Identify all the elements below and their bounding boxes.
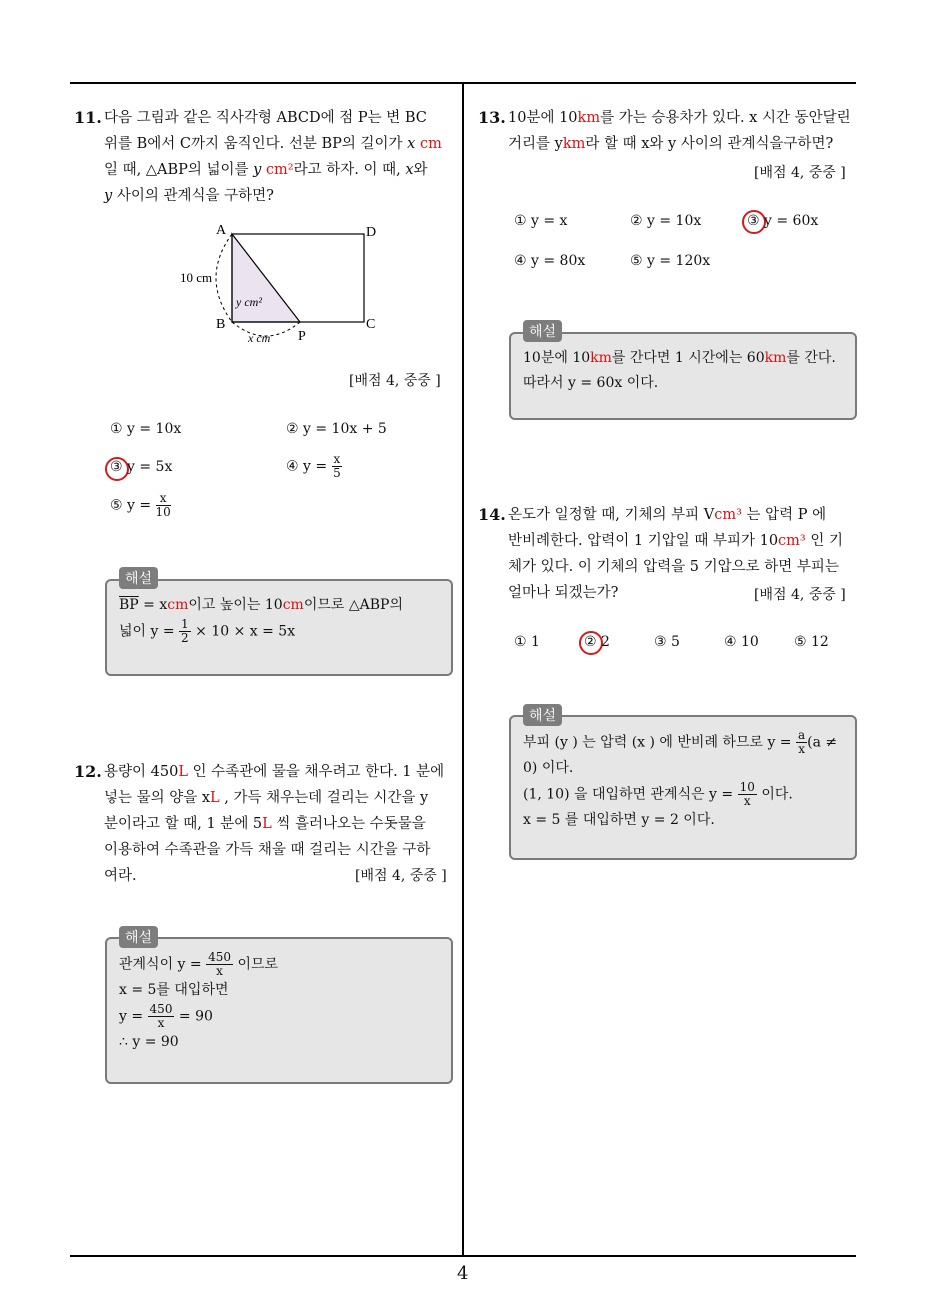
question-13-text: 10분에 10km를 가는 승용차가 있다. x 시간 동안달린 거리를 ykm라 할 때 x와 y 사이의 관계식을구하면?	[508, 110, 851, 152]
q11-choice-3[interactable]: ③ y = 5x	[110, 459, 173, 475]
column-divider	[462, 83, 464, 1255]
label-c: C	[366, 317, 376, 332]
question-12-number: 12.	[74, 762, 102, 781]
question-14-meta: [배점 4, 중중 ]	[754, 587, 846, 603]
q13-choice-2[interactable]: ② y = 10x	[630, 213, 702, 229]
question-11-text: 다음 그림과 같은 직사각형 ABCD에 점 P는 변 BC 위를 B에서 C까지 움직인다. 선분 BP의 길이가 x cm 일 때, △ABP의 넓이를 y cm²라고 하자. 이 때, x와 y 사이의 관계식을 구하면?	[104, 110, 442, 204]
q11-solution-box: $\overline{BP}$ = xcm이고 높이는 10cm이므로 △ABP의 넓이 y = $\frac{1}{2}$ × 10 × x = 5x	[105, 579, 453, 676]
q11-choice-1[interactable]: ① y = 10x	[110, 421, 182, 437]
q14-choice-4[interactable]: ④ 10	[724, 634, 759, 650]
bottom-label: x cm	[248, 331, 271, 345]
q13-choice-4[interactable]: ④ y = 80x	[514, 253, 586, 269]
q13-choice-5[interactable]: ⑤ y = 120x	[630, 253, 711, 269]
question-11-number: 11.	[74, 108, 102, 127]
label-b: B	[216, 317, 226, 332]
question-12-text: 용량이 450L 인 수족관에 물을 채우려고 한다. 1 분에 넣는 물의 양을 xL , 가득 채우는데 걸리는 시간을 y 분이라고 할 때, 1 분에 5L 씩 흘러나오는 수돗물을 이용하여 수족관을 가득 채울 때 걸리는 시간을 구하 여라.	[104, 764, 445, 884]
q13-solution-box: 10분에 10km를 간다면 1 시간에는 60km를 간다. 따라서 y = 60x 이다.	[509, 332, 857, 420]
q11-choice-4[interactable]: ④ y = $\frac{x}{5}$	[286, 452, 341, 480]
q14-choice-2[interactable]: ② 2	[584, 634, 610, 650]
side-label: 10 cm	[180, 270, 213, 285]
question-14-number: 14.	[478, 505, 506, 524]
question-12-meta: [배점 4, 중중 ]	[355, 868, 447, 884]
q12-solution-tag: 해설	[119, 926, 158, 948]
q12-solution-box: 관계식이 y = $\frac{450}{x}$ 이므로 x = 5를 대입하면 y = $\frac{450}{x}$ = 90 ∴ y = 90	[105, 937, 453, 1084]
label-d: D	[366, 225, 377, 240]
label-p: P	[298, 329, 306, 344]
q14-choice-1[interactable]: ① 1	[514, 634, 540, 650]
q11-choice-5[interactable]: ⑤ y = $\frac{x}{10}$	[110, 491, 171, 519]
q14-solution-box: 부피 (y ) 는 압력 (x ) 에 반비례 하므로 y = $\frac{a}{x}$ (a ≠ 0) 이다. (1, 10) 을 대입하면 관계식은 y = $\frac{10}{x}$ 이다. x = 5 를 대입하면 y = 2 이다.	[509, 715, 857, 860]
q13-solution-tag: 해설	[523, 320, 562, 342]
q14-choice-5[interactable]: ⑤ 12	[794, 634, 829, 650]
question-13-meta: [배점 4, 중중 ]	[754, 165, 846, 181]
q13-choice-1[interactable]: ① y = x	[514, 213, 568, 229]
q13-choice-3[interactable]: ③ y = 60x	[747, 213, 819, 229]
question-14-text: 온도가 일정할 때, 기체의 부피 Vcm³ 는 압력 P 에 반비례한다. 압력이 1 기압일 때 부피가 10cm³ 인 기 체가 있다. 이 기체의 압력을 5 기압으로 하면 부피는 얼마나 되겠는가?	[508, 507, 843, 601]
q14-choice-3[interactable]: ③ 5	[654, 634, 680, 650]
dashed-arc-left	[216, 234, 232, 322]
q11-choice-2[interactable]: ② y = 10x + 5	[286, 421, 387, 437]
page-number: 4	[457, 1263, 469, 1284]
rectangle-abcd-figure	[170, 218, 430, 348]
q11-solution-tag: 해설	[119, 567, 158, 589]
question-11-meta: [배점 4, 중중 ]	[349, 373, 441, 389]
bottom-rule	[70, 1255, 856, 1257]
q14-solution-tag: 해설	[523, 704, 562, 726]
area-label: y cm²	[236, 295, 262, 309]
question-13-number: 13.	[478, 108, 506, 127]
label-a: A	[216, 223, 227, 238]
